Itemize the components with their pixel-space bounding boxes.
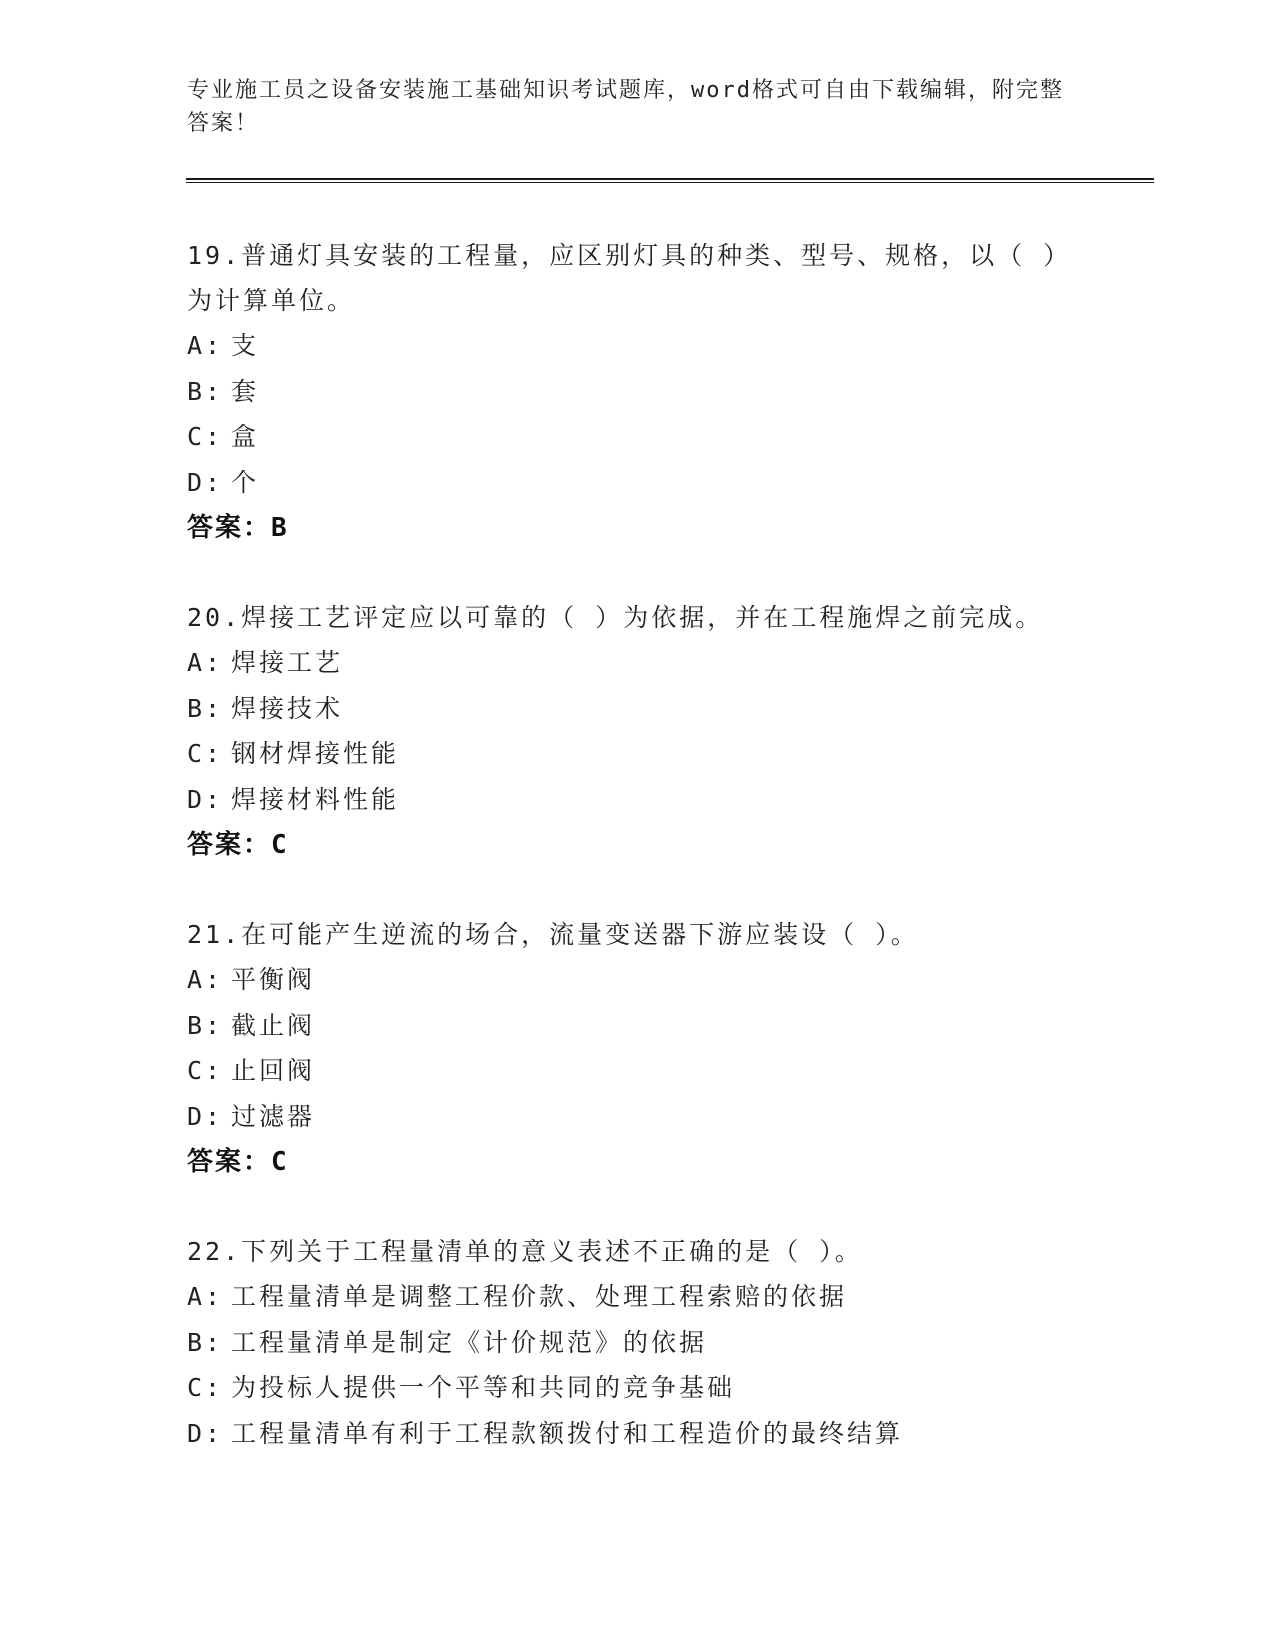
option-d — [187, 460, 1067, 506]
option-text: 焊接技术 — [231, 693, 344, 723]
option-letter: B: — [187, 376, 224, 406]
option-letter: A: — [187, 1282, 224, 1311]
option-c — [187, 1048, 1067, 1094]
question-text: 19.普通灯具安装的工程量，应区别灯具的种类、型号、规格，以（ ）为计算单位。 — [187, 241, 1059, 315]
option-b — [187, 686, 1067, 732]
option-a — [187, 957, 1067, 1003]
option-letter: C: — [187, 1056, 224, 1085]
question-text: 21.在可能产生逆流的场合，流量变送器下游应装设（ ）。 — [187, 920, 919, 949]
option-text: 工程量清单有利于工程款额拨付和工程造价的最终结算 — [231, 1418, 904, 1448]
question-21 — [187, 912, 1067, 1185]
option-letter: D: — [187, 784, 224, 814]
option-text: 支 — [231, 331, 260, 360]
option-d — [187, 1094, 1067, 1140]
option-d — [187, 777, 1067, 823]
option-letter: B: — [187, 1327, 224, 1357]
header-divider — [186, 178, 1154, 183]
option-letter: D: — [187, 1418, 224, 1448]
option-text: 截止阀 — [231, 1010, 316, 1040]
option-letter: B: — [187, 1010, 224, 1040]
question-text: 20.焊接工艺评定应以可靠的（ ）为依据，并在工程施焊之前完成。 — [187, 603, 1044, 632]
option-text: 工程量清单是调整工程价款、处理工程索赔的依据 — [231, 1282, 848, 1311]
option-text: 止回阀 — [231, 1056, 316, 1085]
question-22 — [187, 1229, 1067, 1456]
answer-line: 答案：C — [187, 1147, 289, 1177]
option-letter: A: — [187, 965, 224, 994]
option-a — [187, 640, 1067, 686]
option-c — [187, 414, 1067, 460]
option-text: 平衡阀 — [231, 965, 316, 994]
option-text: 为投标人提供一个平等和共同的竞争基础 — [231, 1373, 736, 1402]
option-text: 过滤器 — [231, 1101, 316, 1131]
option-text: 焊接工艺 — [231, 648, 344, 677]
option-letter: C: — [187, 1373, 224, 1402]
option-text: 钢材焊接性能 — [231, 739, 400, 768]
option-letter: D: — [187, 1101, 224, 1131]
question-text: 22.下列关于工程量清单的意义表述不正确的是（ ）。 — [187, 1237, 863, 1266]
option-c — [187, 1365, 1067, 1411]
option-letter: D: — [187, 467, 224, 497]
option-letter: A: — [187, 331, 224, 360]
question-19 — [187, 233, 1067, 551]
question-20 — [187, 595, 1067, 868]
option-text: 套 — [231, 376, 260, 406]
option-a — [187, 1274, 1067, 1320]
option-c — [187, 731, 1067, 777]
option-b — [187, 1320, 1067, 1366]
option-letter: A: — [187, 648, 224, 677]
option-text: 个 — [231, 467, 260, 497]
answer-line: 答案：B — [187, 513, 289, 543]
option-b — [187, 1003, 1067, 1049]
option-text: 盒 — [231, 422, 260, 451]
question-list — [187, 233, 1067, 1500]
option-b — [187, 369, 1067, 415]
option-a — [187, 323, 1067, 369]
option-text: 工程量清单是制定《计价规范》的依据 — [231, 1327, 708, 1357]
option-text: 焊接材料性能 — [231, 784, 400, 814]
option-d — [187, 1411, 1067, 1457]
option-letter: B: — [187, 693, 224, 723]
option-letter: C: — [187, 739, 224, 768]
document-header: 专业施工员之设备安装施工基础知识考试题库，word格式可自由下载编辑，附完整答案！ — [187, 78, 1064, 136]
option-letter: C: — [187, 422, 224, 451]
answer-line: 答案：C — [187, 830, 289, 860]
